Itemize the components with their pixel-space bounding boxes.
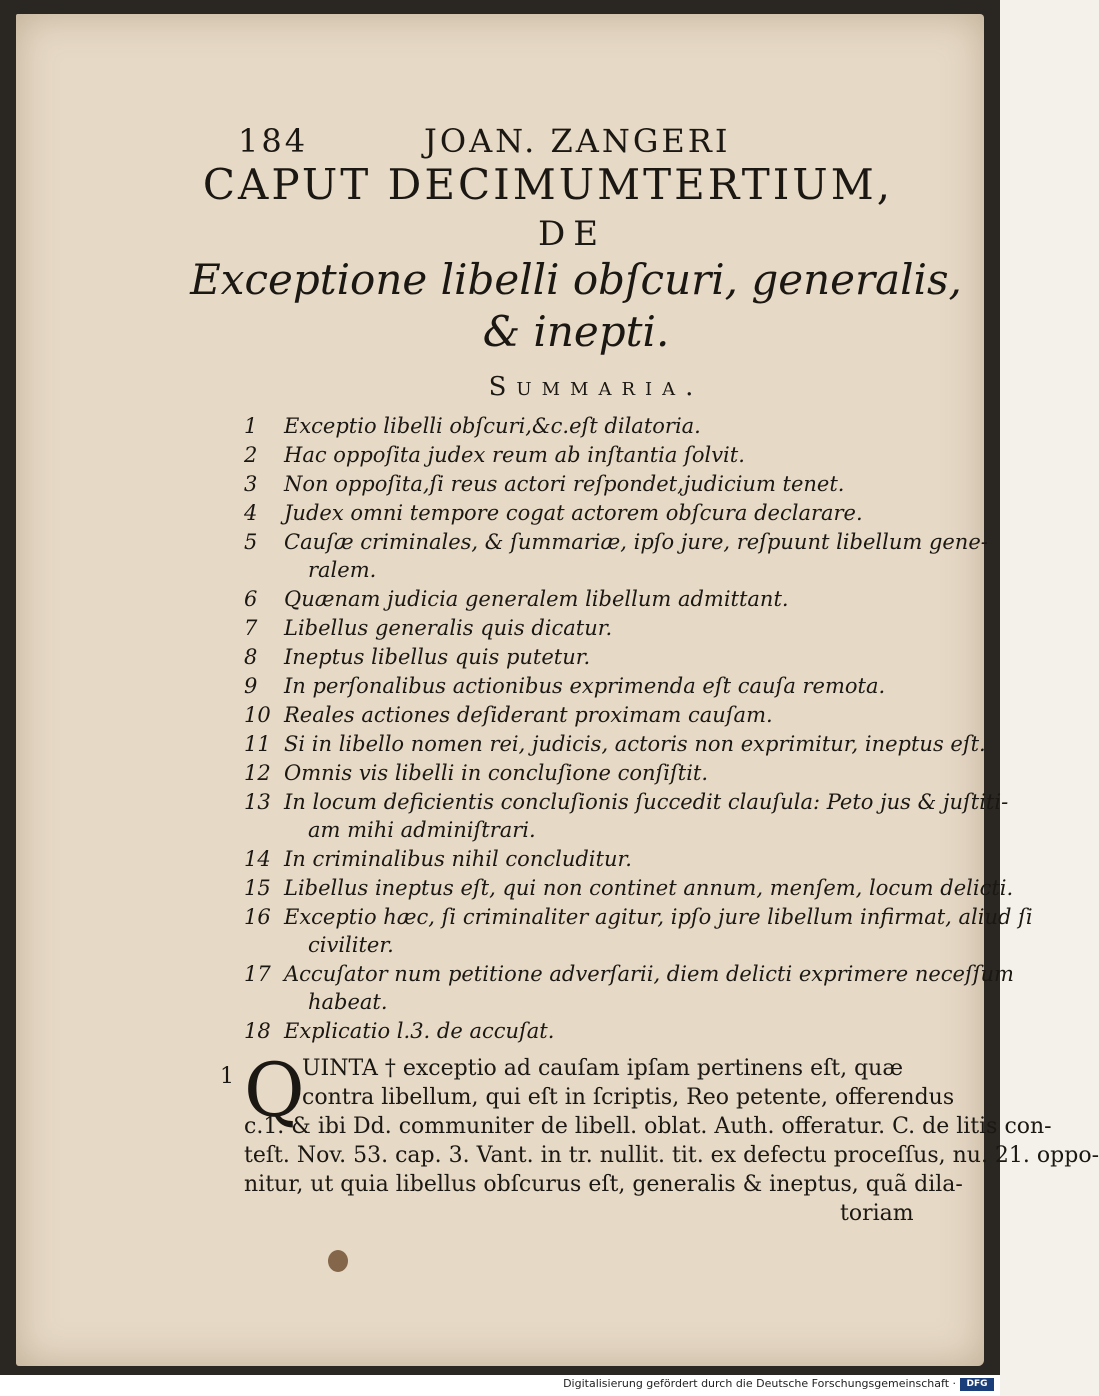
body-line: UINTA † exceptio ad cauſam ipſam pertinens eſt, quæ: [302, 1056, 903, 1081]
summary-number: 11: [244, 732, 271, 756]
chapter-title: CAPUT DECIMUMTERTIUM,: [202, 160, 894, 209]
summary-number: 2: [244, 443, 258, 467]
summary-text: Omnis vis libelli in concluſione conſiſtit.: [284, 761, 709, 785]
body-line: teſt. Nov. 53. cap. 3. Vant. in tr. nullit. tit. ex defectu proceſſus, nu. 21. oppo-: [244, 1143, 1099, 1168]
dfg-logo: DFG: [960, 1378, 994, 1391]
summary-number: 1: [244, 414, 258, 438]
body-line: c.1. & ibi Dd. communiter de libell. oblat. Auth. offeratur. C. de litis con-: [244, 1114, 1052, 1139]
summary-continuation: habeat.: [308, 990, 388, 1014]
summary-text: Exceptio libelli obſcuri,&c.eſt dilatoria.: [284, 414, 701, 438]
summary-number: 12: [244, 761, 271, 785]
summary-text: Hac oppoſita judex reum ab inſtantia ſolvit.: [284, 443, 745, 467]
summary-continuation: am mihi adminiſtrari.: [308, 818, 536, 842]
body-line: contra libellum, qui eſt in ſcriptis, Reo petente, offerendus: [302, 1085, 955, 1110]
margin-number: 1: [220, 1064, 234, 1089]
summary-text: Libellus ineptus eſt, qui non continet annum, menſem, locum delicti.: [284, 876, 1014, 900]
summary-text: In locum deficientis concluſionis ſuccedit clauſula: Peto jus & juſtiti-: [284, 790, 1009, 814]
footer-credit: Digitalisierung gefördert durch die Deutsche Forschungsgemeinschaft ·: [563, 1377, 956, 1390]
summary-number: 7: [244, 616, 258, 640]
ink-stain: [328, 1250, 348, 1272]
summary-text: Si in libello nomen rei, judicis, actoris non exprimitur, ineptus eſt.: [284, 732, 986, 756]
subtitle-line-2: & inepti.: [482, 307, 670, 356]
summary-text: Cauſæ criminales, & ſummariæ, ipſo jure, reſpuunt libellum gene-: [284, 530, 988, 554]
summary-number: 6: [244, 587, 258, 611]
summary-text: Reales actiones deſiderant proximam cauſam.: [284, 703, 773, 727]
chapter-de: DE: [537, 214, 607, 254]
summary-number: 16: [244, 905, 271, 929]
summary-text: Exceptio hæc, ſi criminaliter agitur, ipſo jure libellum infirmat, aliud ſi: [284, 905, 1033, 929]
summary-number: 5: [244, 530, 258, 554]
summary-text: Non oppoſita,ſi reus actori reſpondet,judicium tenet.: [284, 472, 845, 496]
body-line: nitur, ut quia libellus obſcurus eſt, generalis & ineptus, quã dila-: [244, 1172, 963, 1197]
body-line: toriam: [840, 1201, 914, 1226]
summaria-heading: Summaria.: [488, 372, 704, 402]
summary-number: 10: [244, 703, 271, 727]
footer-bar: [0, 1375, 1000, 1396]
subtitle-line-1: Exceptione libelli obſcuri, generalis,: [190, 255, 962, 304]
summary-number: 18: [244, 1019, 271, 1043]
summary-number: 3: [244, 472, 258, 496]
drop-cap: Q: [244, 1048, 305, 1134]
summary-number: 8: [244, 645, 258, 669]
summary-text: Quænam judicia generalem libellum admittant.: [284, 587, 789, 611]
summary-number: 4: [244, 501, 258, 525]
page-number: 184: [238, 122, 309, 160]
summary-number: 13: [244, 790, 271, 814]
summary-text: Ineptus libellus quis putetur.: [284, 645, 591, 669]
summary-continuation: ralem.: [308, 558, 377, 582]
summary-text: In criminalibus nihil concluditur.: [284, 847, 632, 871]
book-page: [16, 14, 1099, 1366]
summary-text: Judex omni tempore cogat actorem obſcura declarare.: [284, 501, 863, 525]
running-head-author: JOAN. ZANGERI: [424, 122, 731, 160]
summary-number: 15: [244, 876, 271, 900]
summary-number: 9: [244, 674, 258, 698]
summary-text: Explicatio l.3. de accuſat.: [284, 1019, 555, 1043]
summary-text: Libellus generalis quis dicatur.: [284, 616, 613, 640]
summary-number: 17: [244, 962, 271, 986]
summary-text: In perſonalibus actionibus exprimenda eſt cauſa remota.: [284, 674, 886, 698]
summary-text: Accuſator num petitione adverſarii, diem delicti exprimere neceſſum: [284, 962, 1014, 986]
summary-number: 14: [244, 847, 271, 871]
chapter-subtitle: [92, 254, 1060, 358]
summary-continuation: civiliter.: [308, 933, 394, 957]
